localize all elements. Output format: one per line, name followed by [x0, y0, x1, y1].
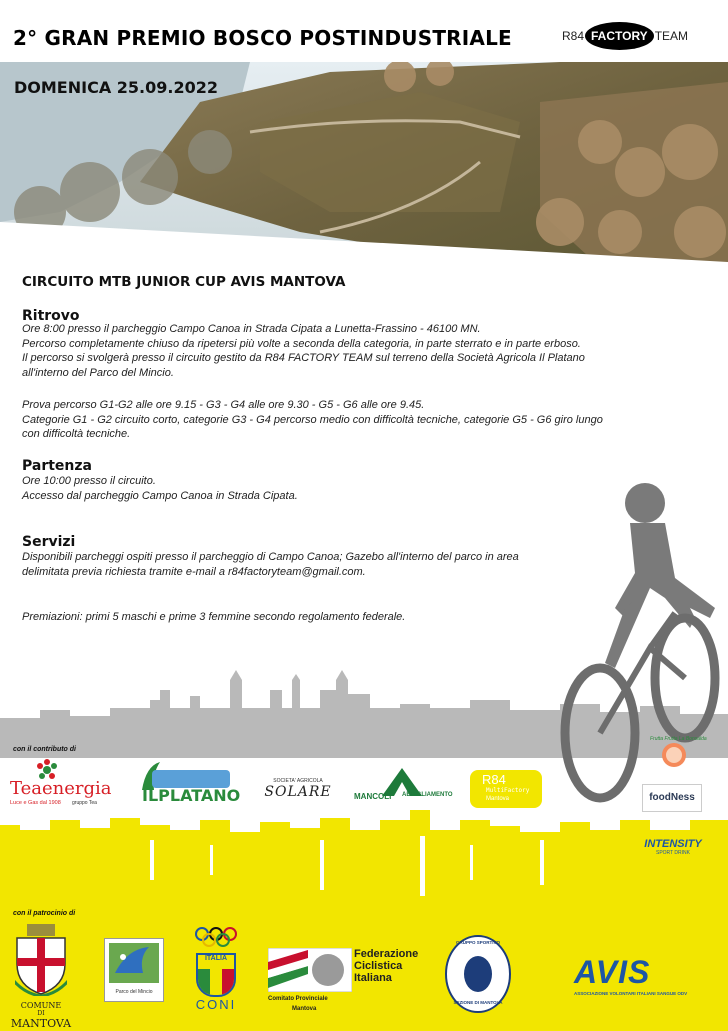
coni-logo: [190, 926, 242, 1018]
partenza-line: Accesso dal parcheggio Campo Canoa in Strada Cipata.: [22, 489, 298, 502]
comune-di: DI: [37, 1010, 45, 1017]
parco-bird-icon: [109, 943, 159, 983]
partenza-line: Ore 10:00 presso il circuito.: [22, 475, 156, 487]
ritrovo-line: Percorso completamente chiuso da ripetersi più volte a seconda della categoria, in parte sterrato e in parte erboso.: [22, 337, 581, 350]
coni-italia: ITALIA: [204, 955, 228, 962]
aerial-photo: [0, 62, 728, 302]
servizi-line: Disponibili parcheggi ospiti presso il parcheggio di Campo Canoa; Gazebo all'interno del parco in area: [22, 551, 519, 563]
platano-text: ILPLATANO: [142, 786, 241, 805]
r84-multifactory-logo: [470, 770, 542, 808]
r84-text: R84: [482, 772, 506, 787]
foodness-logo: [642, 784, 702, 812]
foodness-text: foodNess: [649, 792, 695, 803]
frutta-logo: [650, 736, 707, 776]
r84-sub: MultiFactory: [486, 787, 530, 794]
olympic-rings-icon: [193, 926, 239, 948]
prova-text: [22, 398, 672, 442]
gruppo-bottom: SEZIONE DI MANTOVA: [453, 1000, 503, 1005]
avis-sub: ASSOCIAZIONE VOLONTARI ITALIANI SANGUE ODV: [574, 991, 688, 996]
prova-line: con difficoltà tecniche.: [22, 428, 131, 440]
r84-city: Mantova: [486, 796, 510, 802]
brand-left: R84: [562, 29, 585, 43]
tea-sub: Luce e Gas dal 1908: [10, 800, 61, 806]
ritrovo-line: Il percorso si svolgerà presso il circuito gestito da R84 FACTORY TEAM sul terreno della Società Agricola Il Platano: [22, 352, 585, 364]
intensity-text: INTENSITY: [644, 838, 702, 850]
fci-sub2: Mantova: [292, 1006, 317, 1012]
brand-mid: FACTORY: [585, 22, 654, 50]
solare-logo: [256, 778, 340, 808]
servizi-heading: Servizi: [22, 534, 76, 550]
teaenergia-logo: [10, 758, 120, 806]
comune-line1: COMUNE: [20, 1001, 62, 1010]
comune-mantova-logo: [6, 924, 76, 1028]
cyclist-silhouette: [555, 478, 725, 808]
ritrovo-line: Ore 8:00 presso il parcheggio Campo Canoa in Strada Cipata a Lunetta-Frassino - 46100 MN.: [22, 323, 481, 335]
fci-line1: Federazione: [354, 948, 419, 960]
tea-group: gruppo Tea: [72, 800, 97, 806]
solare-top: SOCIETA' AGRICOLA: [273, 778, 323, 784]
contributo-label: con il contributo di: [13, 746, 76, 753]
comune-line2: MANTOVA: [10, 1017, 72, 1030]
gruppo-top: GRUPPO SPORTIVO: [455, 940, 500, 945]
tea-name: Teaenergia: [10, 778, 112, 799]
parco-text: Parco del Mincio: [115, 989, 153, 995]
ritrovo-text: [22, 322, 672, 380]
patrocinio-label: con il patrocinio di: [13, 910, 76, 917]
parco-mincio-logo: [104, 938, 164, 1002]
poster-title: 2° GRAN PREMIO BOSCO POSTINDUSTRIALE: [13, 26, 512, 50]
brand-right: TEAM: [654, 29, 689, 43]
partenza-heading: Partenza: [22, 458, 92, 474]
il-platano-logo: [140, 760, 241, 806]
fci-line3: Italiana: [354, 972, 392, 984]
mancoli-logo: [354, 766, 453, 808]
avis-logo: [574, 954, 704, 1006]
intensity-sub: SPORT DRINK: [656, 850, 690, 856]
grapefruit-icon: [661, 742, 687, 768]
circuit-title: CIRCUITO MTB JUNIOR CUP AVIS MANTOVA: [22, 274, 346, 290]
prova-line: Prova percorso G1-G2 alle ore 9.15 - G3 - G4 alle ore 9.30 - G5 - G6 alle ore 9.45.: [22, 399, 425, 411]
ritrovo-heading: Ritrovo: [22, 308, 80, 324]
fci-sub1: Comitato Provinciale: [268, 996, 328, 1002]
premiazioni-text: Premiazioni: primi 5 maschi e prime 3 femmine secondo regolamento federale.: [22, 611, 406, 623]
coni-text: CONI: [195, 997, 237, 1012]
prova-line: Categorie G1 - G2 circuito corto, categorie G3 - G4 percorso medio con difficoltà tecniche, categorie G5 - G6 giro lungo: [22, 413, 603, 426]
mancoli-text2: ABBIGLIAMENTO: [402, 792, 453, 798]
event-date: DOMENICA 25.09.2022: [14, 78, 218, 97]
fci-line2: Ciclistica: [354, 960, 403, 972]
servizi-line: delimitata previa richiesta tramite e-mail a r84factoryteam@gmail.com.: [22, 565, 366, 578]
fci-emblem-icon: [268, 948, 352, 992]
r84-factory-team-logo: [562, 22, 688, 50]
fci-logo: [266, 946, 419, 1018]
mancoli-text: MANCOLI: [354, 792, 392, 801]
intensity-logo: [632, 838, 714, 862]
ritrovo-line: all'interno del Parco del Mincio.: [22, 366, 174, 379]
mantova-crest-icon: [15, 924, 67, 996]
avis-text: AVIS: [574, 954, 651, 990]
gruppo-sportivo-logo: [444, 934, 512, 1014]
frutta-text: Frutta Frutta La Bonsalda: [650, 736, 707, 742]
solare-text: SOLARE: [264, 784, 332, 800]
